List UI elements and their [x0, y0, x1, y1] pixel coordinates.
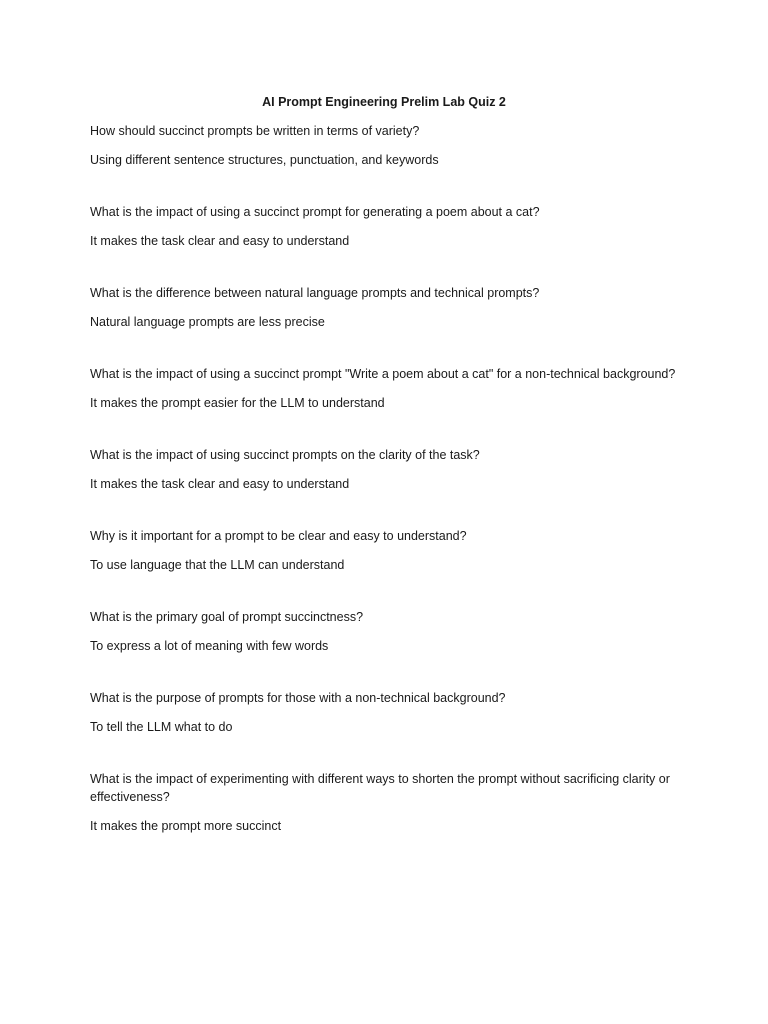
qa-item-4 [90, 365, 690, 412]
qa-item-7 [90, 608, 690, 655]
answer-5: It makes the task clear and easy to understand [90, 477, 350, 491]
question-1: How should succinct prompts be written in terms of variety? [90, 124, 420, 138]
answer-2: It makes the task clear and easy to understand [90, 234, 350, 248]
qa-item-9 [90, 770, 690, 835]
answer-8: To tell the LLM what to do [90, 720, 233, 734]
answer-7: To express a lot of meaning with few words [90, 639, 329, 653]
qa-item-8 [90, 689, 690, 736]
question-9: What is the impact of experimenting with different ways to shorten the prompt without sacrificing clarity or effectiveness? [90, 772, 670, 804]
qa-item-3 [90, 284, 690, 331]
qa-list [90, 122, 690, 835]
answer-9: It makes the prompt more succinct [90, 819, 282, 833]
answer-3: Natural language prompts are less precise [90, 315, 325, 329]
question-4: What is the impact of using a succinct prompt "Write a poem about a cat" for a non-technical background? [90, 367, 676, 381]
answer-4: It makes the prompt easier for the LLM to understand [90, 396, 385, 410]
answer-1: Using different sentence structures, punctuation, and keywords [90, 153, 439, 167]
question-3: What is the difference between natural language prompts and technical prompts? [90, 286, 540, 300]
answer-6: To use language that the LLM can understand [90, 558, 345, 572]
qa-item-1 [90, 122, 690, 169]
question-7: What is the primary goal of prompt succinctness? [90, 610, 364, 624]
qa-item-5 [90, 446, 690, 493]
question-8: What is the purpose of prompts for those with a non-technical background? [90, 691, 506, 705]
question-6: Why is it important for a prompt to be clear and easy to understand? [90, 529, 467, 543]
qa-item-6 [90, 527, 690, 574]
question-5: What is the impact of using succinct prompts on the clarity of the task? [90, 448, 480, 462]
qa-item-2 [90, 203, 690, 250]
question-2: What is the impact of using a succinct prompt for generating a poem about a cat? [90, 205, 540, 219]
document-title: AI Prompt Engineering Prelim Lab Quiz 2 [262, 95, 506, 109]
